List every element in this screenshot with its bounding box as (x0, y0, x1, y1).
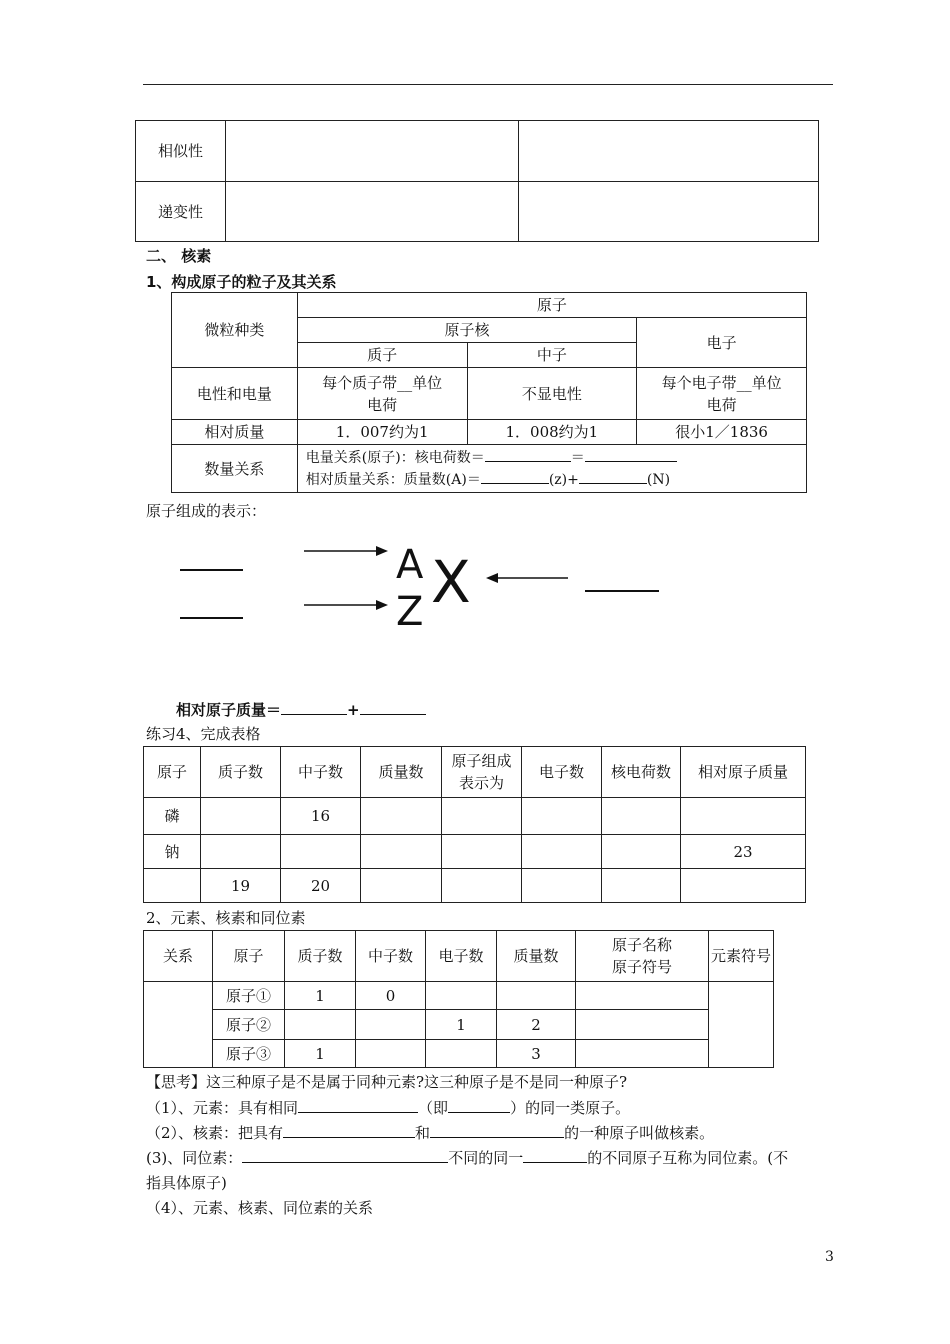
header-rule (143, 84, 833, 85)
relative-mass-formula: 相对原子质量＝ + (176, 699, 426, 720)
table-cell[interactable] (576, 982, 709, 1010)
table-row (144, 1010, 774, 1040)
exercise-table (143, 746, 806, 903)
table-cell: 1 (426, 1010, 497, 1040)
thinking-question: 【思考】这三种原子是不是属于同种元素?这三种原子是不是同一种原子? (146, 1073, 628, 1091)
section-heading: 二、 核素 (146, 247, 212, 265)
proton-charge: 每个质子带__单位 电荷 (297, 368, 467, 420)
table-cell[interactable] (426, 1040, 497, 1068)
table-row (144, 982, 774, 1010)
table-cell[interactable] (602, 798, 681, 835)
comparison-table (135, 120, 819, 242)
blank-field[interactable] (523, 1148, 587, 1163)
table-header: 原子名称 原子符号 (576, 931, 709, 982)
table-cell: 磷 (144, 798, 201, 835)
electron-mass: 很小1／1836 (637, 420, 807, 445)
table-cell[interactable] (361, 798, 442, 835)
table-cell: 原子③ (213, 1040, 285, 1068)
table-cell: 钠 (144, 835, 201, 869)
blank-field[interactable] (448, 1098, 510, 1113)
table-cell[interactable] (361, 869, 442, 903)
table-cell[interactable] (522, 835, 602, 869)
table-cell[interactable] (442, 869, 522, 903)
table-header: 质量数 (361, 747, 442, 798)
nuclide-definition: （2）、核素：把具有 和 的一种原子叫做核素。 (146, 1124, 715, 1142)
table-cell: 原子② (213, 1010, 285, 1040)
table-header: 质量数 (497, 931, 576, 982)
table-header: 原子组成 表示为 (442, 747, 522, 798)
isotope-definition-cont: 指具体原子) (146, 1174, 227, 1192)
blank-field[interactable] (485, 447, 571, 462)
table-cell: 0 (356, 982, 426, 1010)
table-header: 元素符号 (709, 931, 774, 982)
table-cell[interactable] (285, 1010, 356, 1040)
blank-field[interactable] (585, 447, 677, 462)
relationship-prompt: （4）、元素、核素、同位素的关系 (146, 1199, 374, 1217)
neutron-charge: 不显电性 (467, 368, 637, 420)
table-cell[interactable] (681, 798, 806, 835)
blank-field[interactable] (481, 469, 549, 484)
table-row (144, 869, 806, 903)
charge-label: 电性和电量 (172, 368, 298, 420)
similarity-label: 相似性 (136, 121, 226, 182)
table-row (144, 1040, 774, 1068)
subsection-title: 2、元素、核素和同位素 (146, 909, 306, 927)
page-number: 3 (825, 1249, 834, 1265)
element-symbol-cell[interactable] (709, 982, 774, 1068)
table-row (144, 798, 806, 835)
isotope-definition: (3)、同位素： 不同的同一 的不同原子互称为同位素。(不 (146, 1149, 789, 1167)
table-cell: 23 (681, 835, 806, 869)
table-header: 中子数 (281, 747, 361, 798)
element-symbol: X (431, 548, 471, 616)
blank-field[interactable] (430, 1123, 564, 1138)
table-cell[interactable] (522, 869, 602, 903)
table-cell[interactable] (144, 869, 201, 903)
blank-line[interactable] (180, 569, 243, 571)
representation-label: 原子组成的表示： (146, 502, 267, 520)
similarity-cell-2[interactable] (519, 121, 819, 182)
table-header: 关系 (144, 931, 213, 982)
table-cell: 1 (285, 1040, 356, 1068)
table-header: 质子数 (201, 747, 281, 798)
table-header: 相对原子质量 (681, 747, 806, 798)
table-cell[interactable] (602, 835, 681, 869)
element-definition: （1）、元素：具有相同 （即 ）的同一类原子。 (146, 1099, 631, 1117)
table-cell[interactable] (201, 835, 281, 869)
table-cell: 1 (285, 982, 356, 1010)
table-cell[interactable] (681, 869, 806, 903)
table-cell[interactable] (201, 798, 281, 835)
table-cell[interactable] (281, 835, 361, 869)
blank-field[interactable] (281, 700, 347, 715)
table-header: 电子数 (522, 747, 602, 798)
mass-label: 相对质量 (172, 420, 298, 445)
table-cell: 19 (201, 869, 281, 903)
blank-field[interactable] (579, 469, 647, 484)
table-cell[interactable] (602, 869, 681, 903)
table-cell: 3 (497, 1040, 576, 1068)
table-cell: 2 (497, 1010, 576, 1040)
table-cell[interactable] (426, 982, 497, 1010)
similarity-cell-1[interactable] (226, 121, 519, 182)
blank-line[interactable] (585, 590, 659, 592)
arrowhead-icon (486, 573, 498, 583)
table-header: 原子 (213, 931, 285, 982)
table-cell[interactable] (576, 1010, 709, 1040)
atom-header: 原子 (297, 293, 806, 318)
table-cell[interactable] (442, 835, 522, 869)
table-cell[interactable] (361, 835, 442, 869)
table-header: 中子数 (356, 931, 426, 982)
quantity-relations: 电量关系(原子)：核电荷数＝ ＝ 相对质量关系：质量数(A)＝ (z)+ (N) (297, 445, 806, 493)
table-header: 质子数 (285, 931, 356, 982)
particle-table (171, 292, 807, 493)
table-cell[interactable] (356, 1010, 426, 1040)
table-cell: 原子① (213, 982, 285, 1010)
neutron-header: 中子 (467, 343, 637, 368)
exercise-title: 练习4、完成表格 (146, 725, 261, 743)
isotope-table (143, 930, 774, 1068)
table-cell: 16 (281, 798, 361, 835)
table-row (144, 835, 806, 869)
table-header: 电子数 (426, 931, 497, 982)
arrowhead-icon (376, 600, 388, 610)
gradient-cell-2[interactable] (519, 182, 819, 242)
relation-cell[interactable] (144, 982, 213, 1068)
mass-number-symbol: A (396, 542, 424, 588)
electron-header: 电子 (637, 318, 807, 368)
atomic-number-symbol: Z (396, 589, 424, 635)
blank-line[interactable] (180, 617, 243, 619)
subsection-heading: 1、构成原子的粒子及其关系 (146, 273, 337, 291)
table-cell: 20 (281, 869, 361, 903)
gradient-label: 递变性 (136, 182, 226, 242)
table-cell[interactable] (442, 798, 522, 835)
gradient-cell-1[interactable] (226, 182, 519, 242)
quantity-label: 数量关系 (172, 445, 298, 493)
blank-field[interactable] (298, 1098, 418, 1113)
neutron-mass: 1．008约为1 (467, 420, 637, 445)
blank-field[interactable] (360, 700, 426, 715)
nucleus-header: 原子核 (297, 318, 636, 343)
table-cell[interactable] (522, 798, 602, 835)
blank-field[interactable] (283, 1123, 415, 1138)
table-cell[interactable] (497, 982, 576, 1010)
proton-mass: 1．007约为1 (297, 420, 467, 445)
electron-charge: 每个电子带__单位 电荷 (637, 368, 807, 420)
blank-field[interactable] (242, 1148, 448, 1163)
table-header: 核电荷数 (602, 747, 681, 798)
kind-label: 微粒种类 (172, 293, 298, 368)
arrowhead-icon (376, 546, 388, 556)
table-header: 原子 (144, 747, 201, 798)
proton-header: 质子 (297, 343, 467, 368)
table-cell[interactable] (356, 1040, 426, 1068)
table-cell[interactable] (576, 1040, 709, 1068)
